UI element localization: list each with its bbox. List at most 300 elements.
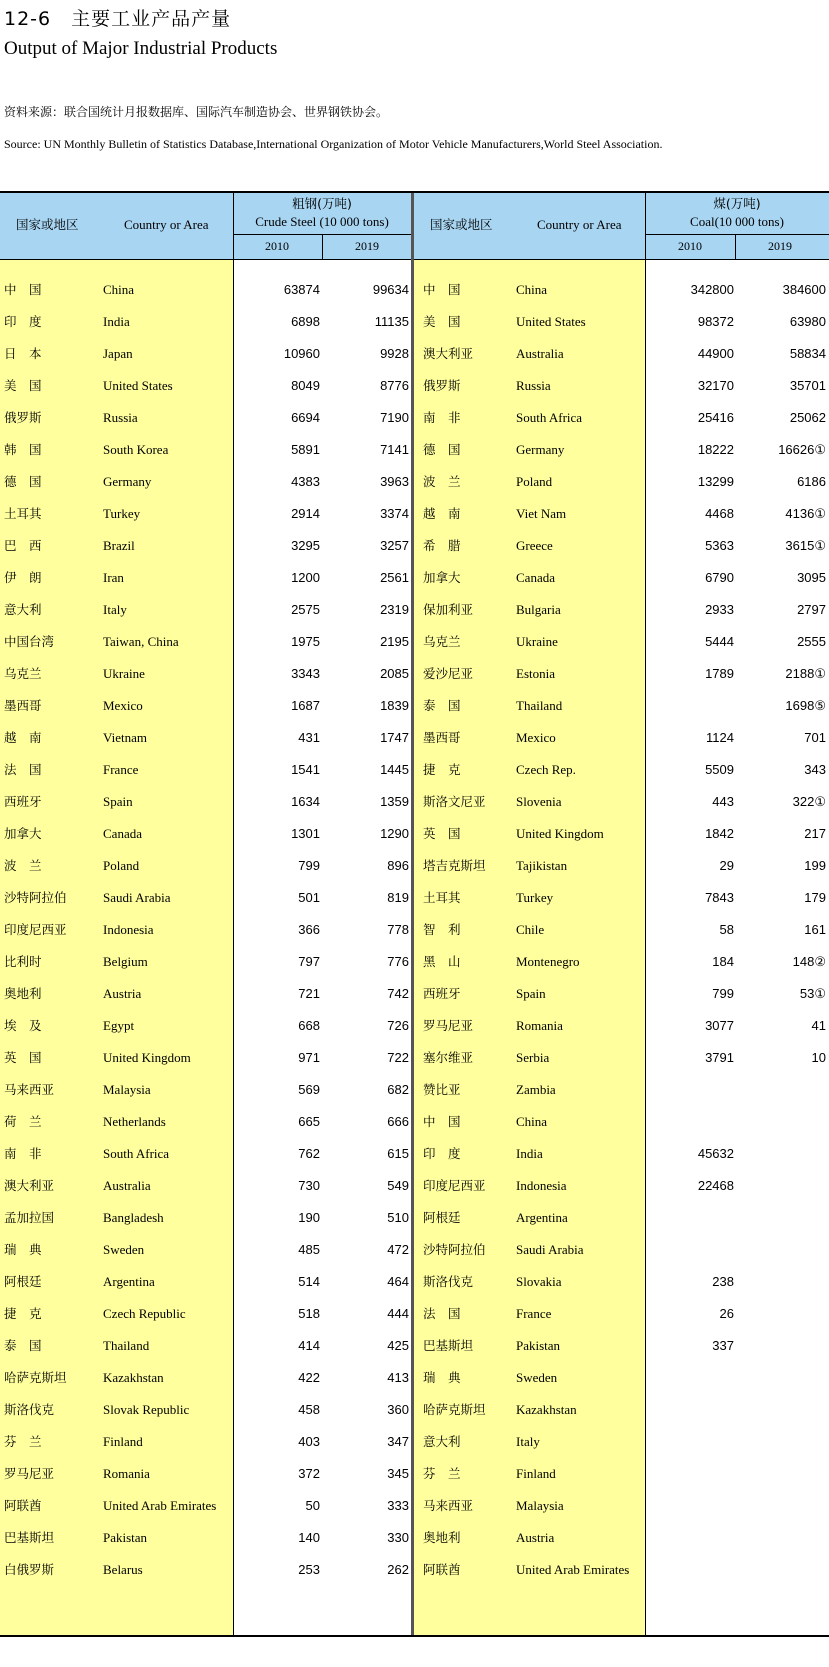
coal-value-2019: 3615① bbox=[785, 538, 826, 553]
table-row bbox=[0, 306, 829, 338]
header-country-en-right: Country or Area bbox=[537, 217, 622, 232]
steel-value-2010: 799 bbox=[298, 858, 320, 873]
table-row bbox=[0, 1298, 829, 1330]
coal-value-2019: 10 bbox=[811, 1050, 826, 1065]
coal-value-2019: 58834 bbox=[789, 346, 826, 361]
steel-country-en: Bangladesh bbox=[103, 1210, 164, 1225]
coal-value-2010: 18222 bbox=[697, 442, 734, 457]
steel-value-2010: 1975 bbox=[291, 634, 320, 649]
coal-country-cn: 巴基斯坦 bbox=[423, 1338, 474, 1353]
coal-country-cn: 加拿大 bbox=[423, 570, 461, 585]
steel-value-2010: 5891 bbox=[291, 442, 320, 457]
coal-country-en: Malaysia bbox=[516, 1498, 564, 1513]
steel-value-2010: 50 bbox=[305, 1498, 320, 1513]
steel-value-2010: 190 bbox=[298, 1210, 320, 1225]
steel-country-en: Taiwan, China bbox=[103, 634, 179, 649]
coal-value-2019: 148② bbox=[792, 954, 826, 969]
steel-country-cn: 俄罗斯 bbox=[4, 410, 42, 425]
coal-country-en: Finland bbox=[516, 1466, 556, 1481]
coal-value-2019: 35701 bbox=[789, 378, 826, 393]
steel-country-cn: 印 度 bbox=[4, 314, 42, 329]
steel-value-2019: 776 bbox=[387, 954, 409, 969]
table-row bbox=[0, 1554, 829, 1586]
coal-value-2019: 161 bbox=[804, 922, 826, 937]
table-row bbox=[0, 562, 829, 594]
steel-country-en: Finland bbox=[103, 1434, 143, 1449]
steel-value-2019: 345 bbox=[387, 1466, 409, 1481]
steel-country-en: Pakistan bbox=[103, 1530, 148, 1545]
steel-value-2019: 3963 bbox=[380, 474, 409, 489]
coal-value-2019: 384600 bbox=[782, 282, 826, 297]
coal-country-en: Germany bbox=[516, 442, 565, 457]
coal-country-en: Pakistan bbox=[516, 1338, 561, 1353]
steel-country-cn: 日 本 bbox=[4, 346, 42, 361]
coal-value-2010: 1842 bbox=[705, 826, 734, 841]
coal-country-cn: 西班牙 bbox=[423, 986, 461, 1001]
header-coal-en: Coal(10 000 tons) bbox=[690, 214, 784, 229]
coal-country-en: Thailand bbox=[516, 698, 563, 713]
header-coal-2010: 2010 bbox=[678, 239, 702, 253]
table-row bbox=[0, 1042, 829, 1074]
steel-value-2010: 1200 bbox=[291, 570, 320, 585]
coal-country-en: India bbox=[516, 1146, 543, 1161]
coal-value-2010: 337 bbox=[712, 1338, 734, 1353]
steel-country-cn: 阿根廷 bbox=[4, 1274, 42, 1289]
steel-country-en: China bbox=[103, 282, 135, 297]
coal-country-en: Slovakia bbox=[516, 1274, 562, 1289]
coal-country-en: United Kingdom bbox=[516, 826, 604, 841]
steel-country-en: India bbox=[103, 314, 130, 329]
steel-country-cn: 波 兰 bbox=[4, 858, 42, 873]
steel-country-cn: 印度尼西亚 bbox=[4, 922, 67, 937]
steel-value-2019: 3257 bbox=[380, 538, 409, 553]
coal-value-2019: 199 bbox=[804, 858, 826, 873]
header-steel-2019: 2019 bbox=[355, 239, 379, 253]
coal-country-cn: 罗马尼亚 bbox=[423, 1018, 474, 1033]
steel-value-2010: 63874 bbox=[283, 282, 320, 297]
steel-country-en: Italy bbox=[103, 602, 127, 617]
steel-value-2019: 347 bbox=[387, 1434, 409, 1449]
steel-country-en: Indonesia bbox=[103, 922, 154, 937]
table-top-rule bbox=[0, 191, 829, 193]
steel-country-en: Argentina bbox=[103, 1274, 155, 1289]
coal-country-cn: 南 非 bbox=[423, 410, 461, 425]
steel-value-2019: 444 bbox=[387, 1306, 409, 1321]
coal-country-cn: 塔吉克斯坦 bbox=[423, 858, 486, 873]
table-row bbox=[0, 370, 829, 402]
steel-country-en: Brazil bbox=[103, 538, 135, 553]
steel-value-2019: 682 bbox=[387, 1082, 409, 1097]
steel-country-en: Germany bbox=[103, 474, 152, 489]
table-row bbox=[0, 1394, 829, 1426]
coal-value-2010: 5363 bbox=[705, 538, 734, 553]
steel-value-2010: 431 bbox=[298, 730, 320, 745]
steel-country-cn: 阿联酋 bbox=[4, 1498, 42, 1513]
coal-value-2010: 1789 bbox=[705, 666, 734, 681]
coal-country-cn: 英 国 bbox=[423, 826, 461, 841]
steel-value-2010: 518 bbox=[298, 1306, 320, 1321]
steel-value-2019: 7141 bbox=[380, 442, 409, 457]
table-row bbox=[0, 1138, 829, 1170]
coal-country-cn: 意大利 bbox=[423, 1434, 461, 1449]
coal-country-cn: 芬 兰 bbox=[423, 1466, 461, 1481]
table-row bbox=[0, 786, 829, 818]
steel-value-2019: 464 bbox=[387, 1274, 409, 1289]
steel-country-en: Japan bbox=[103, 346, 133, 361]
steel-value-2019: 472 bbox=[387, 1242, 409, 1257]
table-row bbox=[0, 1362, 829, 1394]
steel-country-en: Netherlands bbox=[103, 1114, 166, 1129]
steel-country-cn: 加拿大 bbox=[4, 826, 42, 841]
steel-value-2019: 9928 bbox=[380, 346, 409, 361]
steel-country-cn: 美 国 bbox=[4, 378, 42, 393]
coal-country-en: Austria bbox=[516, 1530, 555, 1545]
coal-country-en: United States bbox=[516, 314, 586, 329]
coal-country-en: Saudi Arabia bbox=[516, 1242, 584, 1257]
coal-country-en: South Africa bbox=[516, 410, 583, 425]
coal-country-cn: 泰 国 bbox=[423, 698, 461, 713]
coal-value-2010: 44900 bbox=[697, 346, 734, 361]
coal-country-cn: 德 国 bbox=[423, 442, 461, 457]
coal-value-2010: 7843 bbox=[705, 890, 734, 905]
header-country-cn: 国家或地区 bbox=[16, 217, 79, 232]
coal-value-2010: 29 bbox=[719, 858, 734, 873]
coal-country-en: Kazakhstan bbox=[516, 1402, 577, 1417]
steel-value-2019: 549 bbox=[387, 1178, 409, 1193]
coal-country-en: United Arab Emirates bbox=[516, 1562, 630, 1577]
coal-country-cn: 阿联酋 bbox=[423, 1562, 461, 1577]
steel-country-en: Saudi Arabia bbox=[103, 890, 171, 905]
table-row bbox=[0, 754, 829, 786]
table-row bbox=[0, 1522, 829, 1554]
steel-value-2010: 3343 bbox=[291, 666, 320, 681]
steel-value-2010: 2914 bbox=[291, 506, 320, 521]
coal-country-en: Australia bbox=[516, 346, 564, 361]
table-row bbox=[0, 850, 829, 882]
steel-country-cn: 泰 国 bbox=[4, 1338, 42, 1353]
coal-country-cn: 塞尔维亚 bbox=[423, 1050, 474, 1065]
coal-value-2010: 342800 bbox=[690, 282, 734, 297]
steel-value-2019: 3374 bbox=[380, 506, 409, 521]
table-row bbox=[0, 1010, 829, 1042]
steel-country-cn: 芬 兰 bbox=[4, 1434, 42, 1449]
steel-value-2010: 2575 bbox=[291, 602, 320, 617]
coal-country-cn: 沙特阿拉伯 bbox=[423, 1242, 486, 1257]
coal-country-en: Turkey bbox=[516, 890, 554, 905]
steel-country-en: South Africa bbox=[103, 1146, 170, 1161]
coal-country-cn: 俄罗斯 bbox=[423, 378, 461, 393]
table-row bbox=[0, 1106, 829, 1138]
steel-value-2019: 8776 bbox=[380, 378, 409, 393]
coal-country-cn: 捷 克 bbox=[423, 762, 461, 777]
steel-country-en: Thailand bbox=[103, 1338, 150, 1353]
steel-country-cn: 德 国 bbox=[4, 474, 42, 489]
coal-value-2019: 16626① bbox=[778, 442, 826, 457]
coal-country-cn: 保加利亚 bbox=[423, 602, 474, 617]
steel-country-cn: 墨西哥 bbox=[4, 698, 42, 713]
steel-value-2010: 1687 bbox=[291, 698, 320, 713]
coal-country-en: Estonia bbox=[516, 666, 555, 681]
coal-value-2010: 45632 bbox=[697, 1146, 734, 1161]
coal-value-2019: 3095 bbox=[797, 570, 826, 585]
steel-value-2019: 2085 bbox=[380, 666, 409, 681]
coal-country-cn: 墨西哥 bbox=[423, 730, 461, 745]
source-note-cn: 资料来源：联合国统计月报数据库、国际汽车制造协会、世界钢铁协会。 bbox=[4, 105, 389, 119]
table-row bbox=[0, 530, 829, 562]
table-row bbox=[0, 946, 829, 978]
steel-value-2019: 262 bbox=[387, 1562, 409, 1577]
table-row bbox=[0, 978, 829, 1010]
coal-value-2010: 58 bbox=[719, 922, 734, 937]
coal-country-en: Argentina bbox=[516, 1210, 568, 1225]
header-steel-en: Crude Steel (10 000 tons) bbox=[255, 214, 389, 229]
table-row bbox=[0, 914, 829, 946]
table-row bbox=[0, 402, 829, 434]
steel-country-en: Turkey bbox=[103, 506, 141, 521]
coal-value-2010: 5509 bbox=[705, 762, 734, 777]
steel-country-en: Austria bbox=[103, 986, 142, 1001]
coal-country-en: China bbox=[516, 1114, 548, 1129]
steel-country-cn: 土耳其 bbox=[4, 506, 42, 521]
coal-value-2010: 6790 bbox=[705, 570, 734, 585]
steel-value-2010: 366 bbox=[298, 922, 320, 937]
steel-value-2019: 413 bbox=[387, 1370, 409, 1385]
steel-value-2010: 253 bbox=[298, 1562, 320, 1577]
steel-value-2010: 6694 bbox=[291, 410, 320, 425]
coal-country-cn: 阿根廷 bbox=[423, 1210, 461, 1225]
steel-value-2019: 742 bbox=[387, 986, 409, 1001]
coal-value-2019: 701 bbox=[804, 730, 826, 745]
steel-value-2010: 1301 bbox=[291, 826, 320, 841]
steel-value-2010: 4383 bbox=[291, 474, 320, 489]
coal-country-en: Chile bbox=[516, 922, 545, 937]
table-row bbox=[0, 1330, 829, 1362]
table-row bbox=[0, 1426, 829, 1458]
steel-value-2019: 666 bbox=[387, 1114, 409, 1129]
steel-value-2010: 403 bbox=[298, 1434, 320, 1449]
steel-value-2019: 1445 bbox=[380, 762, 409, 777]
coal-value-2019: 2555 bbox=[797, 634, 826, 649]
steel-value-2010: 8049 bbox=[291, 378, 320, 393]
steel-value-2010: 6898 bbox=[291, 314, 320, 329]
coal-value-2010: 32170 bbox=[697, 378, 734, 393]
year-divider-left bbox=[322, 234, 323, 260]
steel-value-2010: 514 bbox=[298, 1274, 320, 1289]
coal-country-en: Canada bbox=[516, 570, 555, 585]
steel-country-cn: 白俄罗斯 bbox=[4, 1562, 55, 1577]
table-row bbox=[0, 818, 829, 850]
coal-country-cn: 奥地利 bbox=[423, 1530, 461, 1545]
header-bottom-rule bbox=[0, 259, 829, 260]
coal-country-cn: 赞比亚 bbox=[423, 1082, 461, 1097]
table-row bbox=[0, 722, 829, 754]
steel-value-2010: 414 bbox=[298, 1338, 320, 1353]
coal-country-cn: 中 国 bbox=[423, 282, 461, 297]
year-divider-right bbox=[735, 234, 736, 260]
steel-country-en: Belarus bbox=[103, 1562, 143, 1577]
steel-country-cn: 捷 克 bbox=[4, 1306, 42, 1321]
coal-country-en: Slovenia bbox=[516, 794, 562, 809]
steel-value-2010: 721 bbox=[298, 986, 320, 1001]
steel-country-en: Canada bbox=[103, 826, 142, 841]
steel-country-cn: 西班牙 bbox=[4, 794, 42, 809]
steel-country-cn: 孟加拉国 bbox=[4, 1210, 55, 1225]
coal-country-en: France bbox=[516, 1306, 552, 1321]
coal-country-cn: 中 国 bbox=[423, 1114, 461, 1129]
coal-country-cn: 印度尼西亚 bbox=[423, 1178, 486, 1193]
steel-value-2019: 615 bbox=[387, 1146, 409, 1161]
coal-country-en: Montenegro bbox=[516, 954, 580, 969]
coal-country-cn: 哈萨克斯坦 bbox=[423, 1402, 486, 1417]
coal-country-cn: 斯洛伐克 bbox=[423, 1274, 474, 1289]
steel-value-2019: 1290 bbox=[380, 826, 409, 841]
table-row bbox=[0, 594, 829, 626]
coal-country-en: Tajikistan bbox=[516, 858, 568, 873]
coal-country-en: Ukraine bbox=[516, 634, 558, 649]
header-country-en: Country or Area bbox=[124, 217, 209, 232]
steel-value-2019: 2319 bbox=[380, 602, 409, 617]
table-row bbox=[0, 1266, 829, 1298]
table-row bbox=[0, 1234, 829, 1266]
steel-value-2010: 668 bbox=[298, 1018, 320, 1033]
coal-country-en: Poland bbox=[516, 474, 553, 489]
coal-value-2010: 13299 bbox=[697, 474, 734, 489]
steel-value-2010: 762 bbox=[298, 1146, 320, 1161]
header-country-cn-right: 国家或地区 bbox=[430, 217, 493, 232]
steel-country-en: United States bbox=[103, 378, 173, 393]
steel-value-2019: 7190 bbox=[380, 410, 409, 425]
coal-country-cn: 斯洛文尼亚 bbox=[423, 794, 486, 809]
table-row bbox=[0, 498, 829, 530]
steel-country-cn: 哈萨克斯坦 bbox=[4, 1370, 67, 1385]
steel-value-2019: 896 bbox=[387, 858, 409, 873]
steel-country-en: Egypt bbox=[103, 1018, 135, 1033]
table-row bbox=[0, 658, 829, 690]
coal-value-2010: 238 bbox=[712, 1274, 734, 1289]
table-row bbox=[0, 1170, 829, 1202]
table-row bbox=[0, 466, 829, 498]
steel-country-cn: 中 国 bbox=[4, 282, 42, 297]
steel-country-en: United Arab Emirates bbox=[103, 1498, 217, 1513]
coal-country-en: Greece bbox=[516, 538, 553, 553]
steel-value-2010: 1634 bbox=[291, 794, 320, 809]
coal-value-2010: 26 bbox=[719, 1306, 734, 1321]
table-row bbox=[0, 274, 829, 306]
steel-country-cn: 南 非 bbox=[4, 1146, 42, 1161]
steel-value-2010: 3295 bbox=[291, 538, 320, 553]
coal-country-cn: 马来西亚 bbox=[423, 1498, 474, 1513]
coal-country-cn: 乌克兰 bbox=[423, 634, 461, 649]
coal-value-2010: 443 bbox=[712, 794, 734, 809]
coal-value-2019: 217 bbox=[804, 826, 826, 841]
steel-country-cn: 韩 国 bbox=[4, 442, 42, 457]
steel-value-2010: 665 bbox=[298, 1114, 320, 1129]
table-row bbox=[0, 626, 829, 658]
table-row bbox=[0, 1490, 829, 1522]
steel-country-cn: 巴 西 bbox=[4, 538, 42, 553]
steel-country-cn: 英 国 bbox=[4, 1050, 42, 1065]
steel-country-en: France bbox=[103, 762, 139, 777]
steel-value-2019: 726 bbox=[387, 1018, 409, 1033]
coal-value-2019: 41 bbox=[811, 1018, 826, 1033]
steel-value-2010: 1541 bbox=[291, 762, 320, 777]
coal-value-2010: 799 bbox=[712, 986, 734, 1001]
table-bottom-rule bbox=[0, 1635, 829, 1637]
coal-value-2010: 98372 bbox=[697, 314, 734, 329]
coal-country-en: Romania bbox=[516, 1018, 563, 1033]
coal-country-cn: 澳大利亚 bbox=[423, 346, 474, 361]
coal-value-2019: 4136① bbox=[785, 506, 826, 521]
coal-value-2010: 22468 bbox=[697, 1178, 734, 1193]
steel-value-2010: 797 bbox=[298, 954, 320, 969]
coal-country-cn: 土耳其 bbox=[423, 890, 461, 905]
steel-country-en: Russia bbox=[103, 410, 138, 425]
coal-country-cn: 美 国 bbox=[423, 314, 461, 329]
coal-value-2010: 25416 bbox=[697, 410, 734, 425]
steel-country-cn: 澳大利亚 bbox=[4, 1178, 55, 1193]
steel-country-en: United Kingdom bbox=[103, 1050, 191, 1065]
steel-value-2019: 1359 bbox=[380, 794, 409, 809]
coal-country-en: Viet Nam bbox=[516, 506, 567, 521]
steel-value-2019: 11135 bbox=[374, 314, 409, 329]
header-steel-cn: 粗钢(万吨) bbox=[292, 196, 352, 211]
coal-value-2019: 25062 bbox=[789, 410, 826, 425]
steel-country-cn: 乌克兰 bbox=[4, 666, 42, 681]
coal-country-cn: 法 国 bbox=[423, 1306, 461, 1321]
steel-value-2019: 1747 bbox=[380, 730, 409, 745]
steel-country-cn: 荷 兰 bbox=[4, 1114, 42, 1129]
coal-country-en: Zambia bbox=[516, 1082, 556, 1097]
year-header-rule-right bbox=[645, 234, 829, 235]
steel-country-en: Romania bbox=[103, 1466, 150, 1481]
steel-country-en: Czech Republic bbox=[103, 1306, 186, 1321]
table-row bbox=[0, 882, 829, 914]
coal-country-cn: 希 腊 bbox=[423, 538, 461, 553]
coal-country-en: Bulgaria bbox=[516, 602, 561, 617]
steel-country-en: Kazakhstan bbox=[103, 1370, 164, 1385]
table-row bbox=[0, 434, 829, 466]
steel-country-cn: 斯洛伐克 bbox=[4, 1402, 55, 1417]
steel-country-en: Slovak Republic bbox=[103, 1402, 190, 1417]
steel-country-en: Sweden bbox=[103, 1242, 145, 1257]
steel-country-en: South Korea bbox=[103, 442, 169, 457]
steel-value-2019: 778 bbox=[387, 922, 409, 937]
coal-country-en: Czech Rep. bbox=[516, 762, 576, 777]
steel-country-cn: 意大利 bbox=[4, 602, 42, 617]
coal-country-en: Indonesia bbox=[516, 1178, 567, 1193]
steel-value-2019: 510 bbox=[387, 1210, 409, 1225]
coal-country-en: Italy bbox=[516, 1434, 540, 1449]
coal-country-en: China bbox=[516, 282, 548, 297]
table-row bbox=[0, 1074, 829, 1106]
steel-country-en: Australia bbox=[103, 1178, 151, 1193]
coal-value-2019: 1698⑤ bbox=[785, 698, 826, 713]
header-coal-2019: 2019 bbox=[768, 239, 792, 253]
coal-value-2019: 2797 bbox=[797, 602, 826, 617]
steel-value-2010: 971 bbox=[298, 1050, 320, 1065]
coal-value-2010: 3077 bbox=[705, 1018, 734, 1033]
coal-value-2019: 343 bbox=[804, 762, 826, 777]
steel-country-cn: 埃 及 bbox=[4, 1018, 42, 1033]
coal-country-en: Russia bbox=[516, 378, 551, 393]
year-header-rule-left bbox=[233, 234, 411, 235]
coal-value-2010: 2933 bbox=[705, 602, 734, 617]
page-title-en: Output of Major Industrial Products bbox=[4, 38, 278, 59]
coal-value-2019: 63980 bbox=[789, 314, 826, 329]
steel-value-2010: 422 bbox=[298, 1370, 320, 1385]
steel-value-2010: 730 bbox=[298, 1178, 320, 1193]
steel-country-cn: 罗马尼亚 bbox=[4, 1466, 55, 1481]
